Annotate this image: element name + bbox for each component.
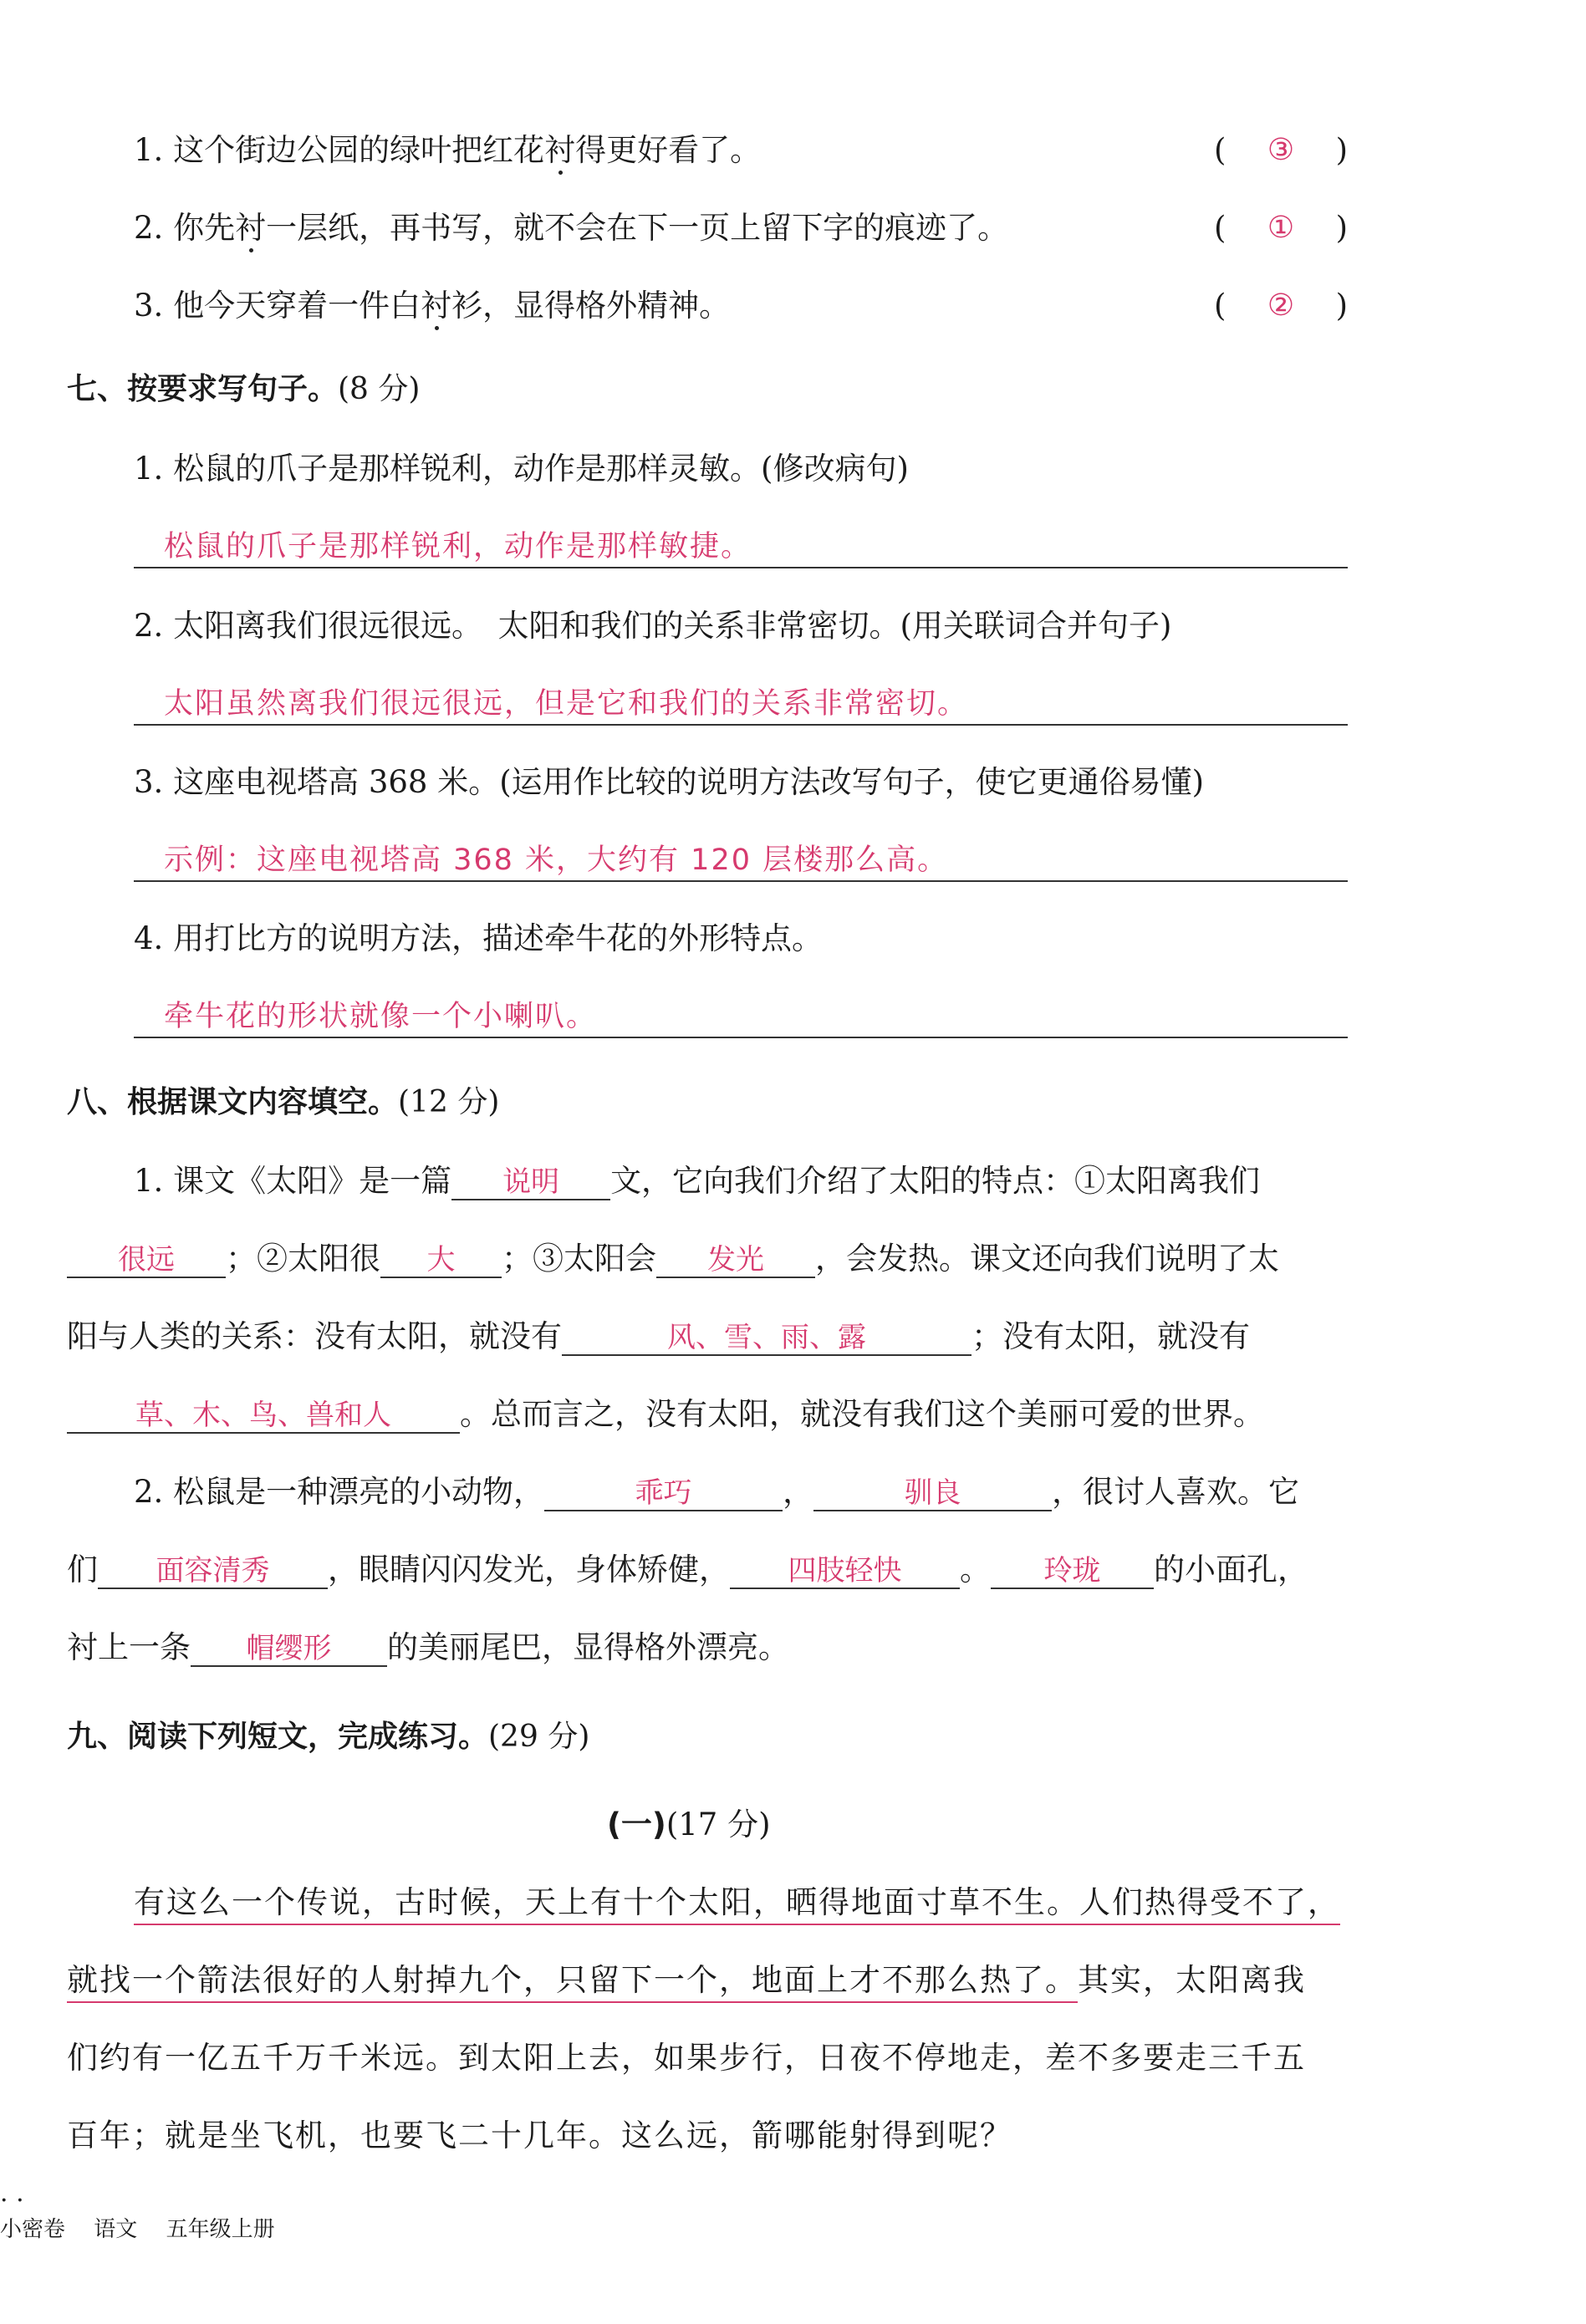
footer-dots: · · xyxy=(0,2186,24,2215)
s8-q2-line-2 xyxy=(67,1551,1308,1589)
answer-text: 太阳虽然离我们很远很远，但是它和我们的关系非常密切。 xyxy=(164,687,969,721)
fill-blank: 四肢轻快 xyxy=(730,1554,960,1589)
answer-text: 松鼠的爪子是那样锐利，动作是那样敏捷。 xyxy=(164,530,752,563)
sub-points: (17 分) xyxy=(666,1807,771,1842)
fill-blank: 面容清秀 xyxy=(98,1554,328,1589)
s8-q1-line-1 xyxy=(134,1162,1260,1200)
dotted-char: 衬 xyxy=(421,288,452,324)
paren-close: ) xyxy=(1335,132,1348,168)
paren-open: ( xyxy=(1214,132,1226,168)
s6-answer-3 xyxy=(1214,287,1348,325)
s8-q1-line-4 xyxy=(67,1395,1264,1434)
s6-item-1 xyxy=(134,131,761,170)
fill-blank: 很远 xyxy=(67,1243,226,1278)
item-text: 这个街边公园的绿叶把红花 xyxy=(173,132,545,168)
fill-blank: 说明 xyxy=(451,1165,610,1200)
s7-answer-line-1 xyxy=(134,520,1348,568)
text: 的美丽尾巴，显得格外漂亮。 xyxy=(387,1629,789,1665)
s8-q2-line-1 xyxy=(134,1473,1299,1511)
s8-q2-line-3 xyxy=(67,1628,789,1667)
s8-q1-line-2 xyxy=(67,1240,1279,1278)
s7-question-3: 3. 这座电视塔高 368 米。(运用作比较的说明方法改写句子，使它更通俗易懂) xyxy=(134,764,1205,800)
s7-answer-line-3 xyxy=(134,833,1348,882)
s7-question-2: 2. 太阳离我们很远很远。 太阳和我们的关系非常密切。(用关联词合并句子) xyxy=(134,608,1172,644)
text: 阳与人类的关系：没有太阳，就没有 xyxy=(67,1318,562,1354)
footer-subject: 语文 xyxy=(94,2217,138,2242)
sub-title: (一) xyxy=(607,1807,666,1842)
text: 。总而言之，没有太阳，就没有我们这个美丽可爱的世界。 xyxy=(460,1396,1264,1432)
underlined-text: 有这么一个传说，古时候，天上有十个太阳，晒得地面寸草不生。人们热得受不了， xyxy=(134,1884,1340,1925)
passage-line-3: 们约有一亿五千万千米远。到太阳上去，如果步行，日夜不停地走，差不多要走三千五 xyxy=(67,2040,1306,2076)
fill-blank: 风、雪、雨、露 xyxy=(562,1321,971,1356)
text: ， xyxy=(783,1474,814,1510)
answer-choice: ③ xyxy=(1267,133,1295,167)
passage-text: 其实，太阳离我 xyxy=(1078,1962,1306,1998)
text: 文，它向我们介绍了太阳的特点：①太阳离我们 xyxy=(610,1163,1261,1199)
section9-heading xyxy=(67,1718,589,1756)
text: 衬上一条 xyxy=(67,1629,191,1665)
text: ；③太阳会 xyxy=(502,1241,656,1277)
paren-open: ( xyxy=(1214,210,1226,246)
answer-text: 示例：这座电视塔高 368 米，大约有 120 层楼那么高。 xyxy=(164,843,949,877)
passage-subtitle xyxy=(607,1806,771,1844)
fill-blank: 玲珑 xyxy=(991,1554,1154,1589)
text: 2. 松鼠是一种漂亮的小动物， xyxy=(134,1474,545,1510)
answer-text: 牵牛花的形状就像一个小喇叭。 xyxy=(164,1000,598,1033)
text: 的小面孔， xyxy=(1154,1552,1308,1588)
heading-text: 七、按要求写句子。 xyxy=(67,372,339,406)
s7-question-1: 1. 松鼠的爪子是那样锐利，动作是那样灵敏。(修改病句) xyxy=(134,451,909,487)
item-text: 他今天穿着一件白 xyxy=(173,288,421,324)
text: 们 xyxy=(67,1552,98,1588)
answer-choice: ② xyxy=(1267,288,1295,323)
passage-line-4: 百年；就是坐飞机，也要飞二十几年。这么远，箭哪能射得到呢？ xyxy=(67,2118,1012,2153)
passage-line-2 xyxy=(67,1961,1306,2000)
item-number: 2. xyxy=(134,210,164,246)
s6-item-2 xyxy=(134,209,1008,247)
footer-book: 小密卷 xyxy=(0,2217,66,2242)
item-text: 你先 xyxy=(173,210,236,246)
paren-close: ) xyxy=(1335,288,1348,324)
text: ，眼睛闪闪发光，身体矫健， xyxy=(328,1552,730,1588)
paren-close: ) xyxy=(1335,210,1348,246)
heading-points: (29 分) xyxy=(488,1720,590,1754)
item-text: 衫，显得格外精神。 xyxy=(451,288,731,324)
item-number: 1. xyxy=(134,132,164,168)
heading-text: 九、阅读下列短文，完成练习。 xyxy=(67,1720,489,1754)
item-text: 一层纸，再书写，就不会在下一页上留下字的痕迹了。 xyxy=(266,210,1009,246)
s7-answer-line-4 xyxy=(134,990,1348,1038)
dotted-char: 衬 xyxy=(544,132,576,168)
s6-item-3 xyxy=(134,287,730,325)
text: 1. 课文《太阳》是一篇 xyxy=(134,1163,452,1199)
section8-heading xyxy=(67,1083,499,1122)
answer-choice: ① xyxy=(1267,211,1295,245)
s7-question-4: 4. 用打比方的说明方法，描述牵牛花的外形特点。 xyxy=(134,920,824,956)
passage-line-1 xyxy=(134,1883,1340,1922)
fill-blank: 草、木、鸟、兽和人 xyxy=(67,1399,460,1434)
s6-answer-1 xyxy=(1214,131,1348,170)
footer-grade: 五年级上册 xyxy=(166,2217,275,2242)
heading-points: (12 分) xyxy=(398,1085,500,1119)
item-text: 得更好看了。 xyxy=(575,132,762,168)
paren-open: ( xyxy=(1214,288,1226,324)
fill-blank: 帽缨形 xyxy=(191,1632,387,1667)
text: ，很讨人喜欢。它 xyxy=(1052,1474,1300,1510)
text: ；②太阳很 xyxy=(226,1241,380,1277)
heading-points: (8 分) xyxy=(338,372,421,406)
footer xyxy=(0,2215,297,2244)
text: ，会发热。课文还向我们说明了太 xyxy=(815,1241,1279,1277)
fill-blank: 驯良 xyxy=(813,1476,1052,1511)
fill-blank: 乖巧 xyxy=(544,1476,783,1511)
text: 。 xyxy=(960,1552,991,1588)
s8-q1-line-3 xyxy=(67,1317,1250,1356)
section7-heading xyxy=(67,370,420,409)
s6-answer-2 xyxy=(1214,209,1348,247)
item-number: 3. xyxy=(134,288,164,324)
underlined-text: 就找一个箭法很好的人射掉九个，只留下一个，地面上才不那么热了。 xyxy=(67,1962,1078,2003)
text: ；没有太阳，就没有 xyxy=(971,1318,1250,1354)
dotted-char: 衬 xyxy=(235,210,267,246)
fill-blank: 发光 xyxy=(656,1243,815,1278)
s7-answer-line-2 xyxy=(134,677,1348,726)
fill-blank: 大 xyxy=(380,1243,502,1278)
heading-text: 八、根据课文内容填空。 xyxy=(67,1085,399,1119)
